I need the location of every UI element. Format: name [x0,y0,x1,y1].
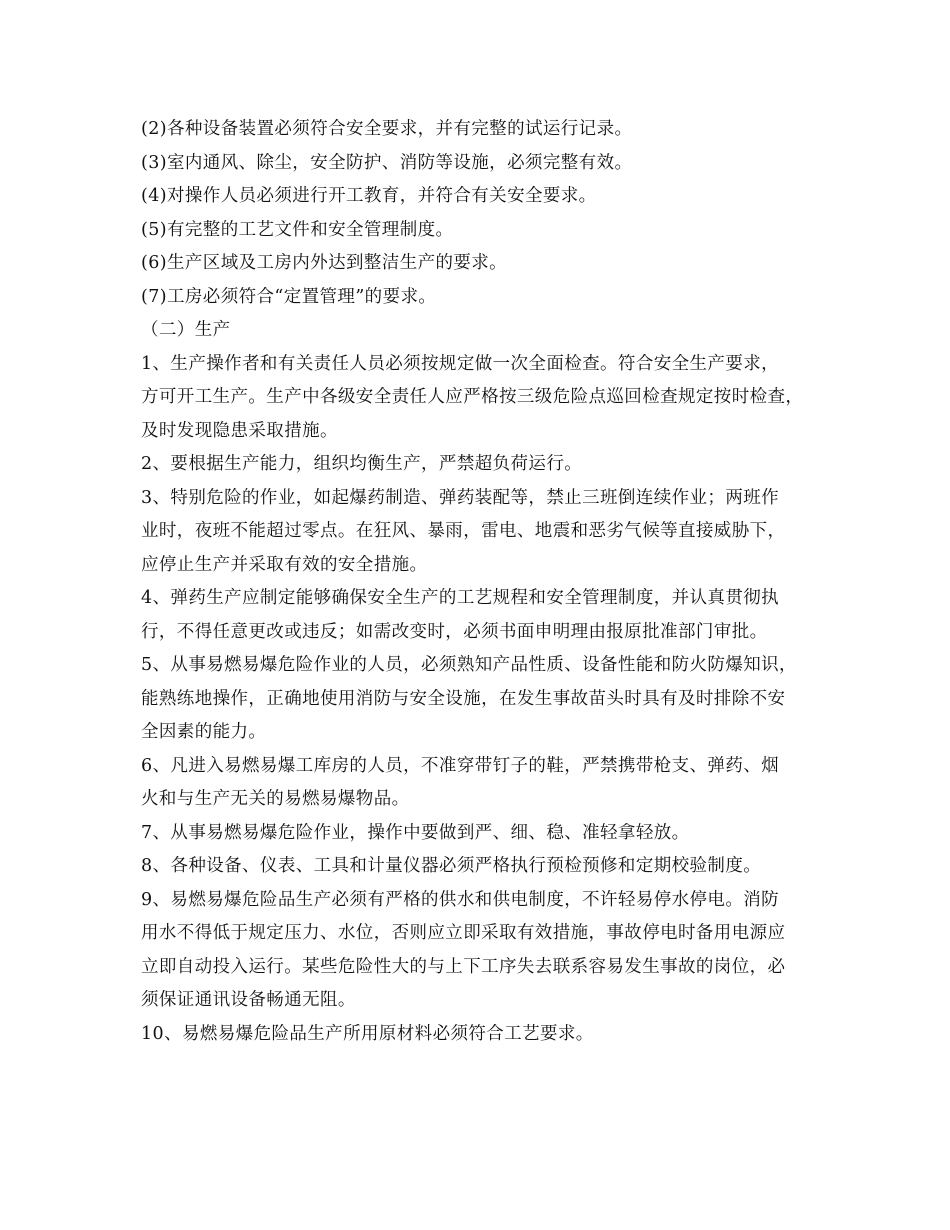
production-rule-7: 7、从事易燃易爆危险作业，操作中要做到严、细、稳、准轻拿轻放。 [141,822,690,843]
production-rule-5-line-3: 全因素的能力。 [141,722,267,742]
section-heading-production: （二）生产 [141,320,231,340]
production-rule-5-line-1: 5、从事易燃易爆危险作业的人员，必须熟知产品性质、设备性能和防火防爆知识， [141,655,797,675]
requirement-item-7: (7)工房必须符合“定置管理”的要求。 [141,286,437,307]
requirement-item-3: (3)室内通风、除尘，安全防护、消防等设施，必须完整有效。 [141,152,633,173]
production-rule-8: 8、各种设备、仪表、工具和计量仪器必须严格执行预检预修和定期校验制度。 [141,856,762,876]
production-rule-9-line-1: 9、易燃易爆危险品生产必须有严格的供水和供电制度，不许轻易停水停电。消防 [141,889,780,910]
production-rule-3-line-1: 3、特别危险的作业，如起爆药制造、弹药装配等，禁止三班倒连续作业；两班作 [141,487,780,508]
requirement-item-6: (6)生产区域及工房内外达到整洁生产的要求。 [141,253,508,273]
production-rule-9-line-3: 立即自动投入运行。某些危险性大的与上下工序失去联系容易发生事故的岗位，必 [141,956,786,977]
production-rule-4-line-2: 行，不得任意更改或违反；如需改变时，必须书面申明理由报原批准部门审批。 [141,621,768,642]
production-rule-1-line-3: 及时发现隐患采取措施。 [141,420,338,441]
production-rule-6-line-1: 6、凡进入易燃易爆工库房的人员，不准穿带钉子的鞋，严禁携带枪支、弹药、烟 [141,755,780,776]
production-rule-6-line-2: 火和与生产无关的易燃易爆物品。 [141,789,410,809]
production-rule-2: 2、要根据生产能力，组织均衡生产，严禁超负荷运行。 [141,454,583,474]
production-rule-3-line-3: 应停止生产并采取有效的安全措施。 [141,554,428,575]
document-body [141,113,821,1051]
requirement-item-5: (5)有完整的工艺文件和安全管理制度。 [141,219,454,240]
production-rule-9-line-2: 用水不得低于规定压力、水位，否则应立即采取有效措施，事故停电时备用电源应 [141,923,786,943]
production-rule-10: 10、易燃易爆危险品生产所用原材料必须符合工艺要求。 [141,1023,594,1044]
production-rule-1-line-1: 1、生产操作者和有关责任人员必须按规定做一次全面检查。符合安全生产要求， [141,353,780,374]
production-rule-4-line-1: 4、弹药生产应制定能够确保安全生产的工艺规程和安全管理制度，并认真贯彻执 [141,588,780,608]
production-rule-1-line-2: 方可开工生产。生产中各级安全责任人应严格按三级危险点巡回检查规定按时检查， [141,387,804,407]
production-rule-9-line-4: 须保证通讯设备畅通无阻。 [141,990,356,1010]
requirement-item-4: (4)对操作人员必须进行开工教育，并符合有关安全要求。 [141,186,597,206]
requirement-item-2: (2)各种设备装置必须符合安全要求，并有完整的试运行记录。 [141,119,633,139]
production-rule-5-line-2: 能熟练地操作，正确地使用消防与安全设施，在发生事故苗头时具有及时排除不安 [141,688,786,709]
production-rule-3-line-2: 业时，夜班不能超过零点。在狂风、暴雨，雷电、地震和恶劣气候等直接威胁下， [141,521,786,541]
